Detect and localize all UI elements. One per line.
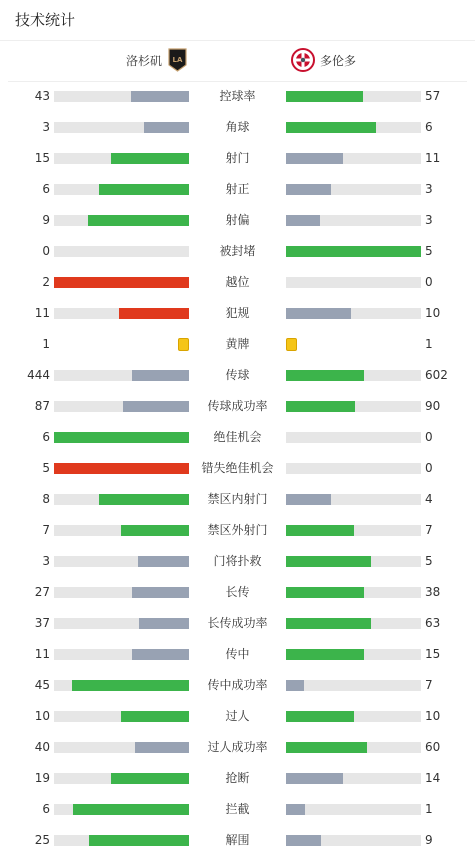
home-stat-bar	[54, 494, 189, 505]
away-stat-bar	[286, 215, 421, 226]
away-stat-bar	[286, 91, 421, 102]
away-stat-bar	[286, 308, 421, 319]
stat-label: 传球成功率	[207, 399, 268, 413]
home-stat-bar	[54, 432, 189, 443]
home-stat-bar-fill	[132, 370, 189, 381]
home-stat-bar	[54, 91, 189, 102]
away-stat-value: 0	[425, 430, 433, 444]
home-stat-value: 444	[27, 368, 50, 382]
stat-label: 长传成功率	[207, 616, 268, 630]
home-stat-value: 6	[42, 430, 50, 444]
away-stat-bar	[286, 525, 421, 536]
away-stat-bar-fill	[286, 742, 367, 753]
away-stat-value: 5	[425, 554, 433, 568]
away-stat-bar-fill	[286, 401, 355, 412]
away-stat-bar	[286, 618, 421, 629]
stats-list	[0, 81, 475, 856]
away-stat-value: 1	[425, 802, 433, 816]
home-stat-bar	[54, 649, 189, 660]
away-stat-value: 38	[425, 585, 441, 599]
home-stat-bar	[54, 153, 189, 164]
away-stat-value: 10	[425, 709, 441, 723]
stat-label: 黄牌	[225, 337, 250, 351]
stat-row	[0, 763, 475, 794]
away-stat-bar	[286, 401, 421, 412]
stat-label: 错失绝佳机会	[201, 461, 274, 475]
away-stat-bar	[286, 370, 421, 381]
away-stat-bar	[286, 432, 421, 443]
away-stat-value: 14	[425, 771, 441, 785]
home-stat-value: 40	[34, 740, 50, 754]
home-team[interactable]	[126, 41, 187, 81]
stat-label: 传球	[225, 368, 250, 382]
stat-label: 解围	[225, 833, 250, 847]
home-stat-bar-fill	[72, 680, 189, 691]
stat-label: 过人	[225, 709, 250, 723]
home-stat-value: 3	[42, 554, 50, 568]
home-stat-bar	[54, 463, 189, 474]
away-stat-value: 9	[425, 833, 433, 847]
stat-row	[0, 453, 475, 484]
stat-label: 门将扑救	[213, 554, 262, 568]
stat-row	[0, 81, 475, 112]
away-stat-value: 7	[425, 678, 433, 692]
away-stat-bar	[286, 680, 421, 691]
away-stat-bar-fill	[286, 680, 304, 691]
away-stat-bar-fill	[286, 308, 351, 319]
away-stat-value: 11	[425, 151, 441, 165]
away-stat-bar-fill	[286, 122, 376, 133]
stat-label: 长传	[225, 585, 250, 599]
stat-label: 射门	[225, 151, 250, 165]
stat-label: 犯规	[225, 306, 250, 320]
lafc-crest-icon	[168, 48, 187, 75]
away-team[interactable]	[291, 41, 356, 81]
home-stat-bar-fill	[123, 401, 189, 412]
home-stat-value: 43	[34, 89, 50, 103]
home-stat-value: 10	[34, 709, 50, 723]
away-stat-value: 602	[425, 368, 448, 382]
home-stat-value: 45	[34, 678, 50, 692]
home-stat-value: 0	[42, 244, 50, 258]
away-stat-bar-fill	[286, 587, 364, 598]
stat-row	[0, 143, 475, 174]
home-stat-bar	[54, 680, 189, 691]
stat-row	[0, 639, 475, 670]
stat-label: 越位	[225, 275, 250, 289]
home-stat-bar-fill	[131, 91, 189, 102]
home-stat-bar	[54, 618, 189, 629]
home-stat-bar	[54, 835, 189, 846]
home-stat-bar-fill	[132, 649, 189, 660]
stat-row	[0, 360, 475, 391]
home-stat-bar-fill	[135, 742, 189, 753]
away-stat-bar	[286, 277, 421, 288]
stat-label: 射偏	[225, 213, 250, 227]
stat-row	[0, 391, 475, 422]
home-stat-bar-fill	[121, 525, 189, 536]
stat-row	[0, 701, 475, 732]
home-stat-bar	[54, 525, 189, 536]
away-stat-bar	[286, 122, 421, 133]
away-stat-bar-fill	[286, 246, 421, 257]
home-stat-bar-fill	[73, 804, 189, 815]
away-stat-bar-fill	[286, 649, 364, 660]
team-header	[0, 41, 475, 81]
home-stat-value: 27	[34, 585, 50, 599]
toronto-fc-crest-icon	[291, 48, 315, 75]
stat-row	[0, 422, 475, 453]
home-stat-bar-fill	[138, 556, 189, 567]
home-stat-bar-fill	[54, 463, 189, 474]
away-stat-bar	[286, 649, 421, 660]
home-stat-value: 3	[42, 120, 50, 134]
away-stat-bar	[286, 804, 421, 815]
home-stat-bar	[54, 401, 189, 412]
home-stat-value: 11	[34, 306, 50, 320]
stat-label: 控球率	[219, 89, 256, 103]
away-stat-bar-fill	[286, 370, 364, 381]
home-stat-bar	[54, 773, 189, 784]
home-stat-value: 8	[42, 492, 50, 506]
stat-label: 被封堵	[219, 244, 256, 258]
home-stat-value: 87	[34, 399, 50, 413]
home-stat-bar-fill	[54, 432, 189, 443]
home-stat-bar-fill	[99, 184, 189, 195]
stat-label: 过人成功率	[207, 740, 268, 754]
home-stat-bar	[54, 711, 189, 722]
away-stat-value: 57	[425, 89, 441, 103]
home-stat-bar-fill	[89, 835, 189, 846]
home-stat-value: 15	[34, 151, 50, 165]
home-stat-bar	[54, 215, 189, 226]
away-stat-value: 5	[425, 244, 433, 258]
home-stat-value: 37	[34, 616, 50, 630]
away-stat-bar-fill	[286, 804, 305, 815]
away-stat-value: 3	[425, 182, 433, 196]
stat-row	[0, 298, 475, 329]
away-stat-bar-fill	[286, 215, 320, 226]
home-stat-value: 11	[34, 647, 50, 661]
away-stat-value: 7	[425, 523, 433, 537]
away-stat-bar-fill	[286, 184, 331, 195]
stat-label: 禁区内射门	[207, 492, 268, 506]
away-stat-bar	[286, 494, 421, 505]
away-stat-bar-fill	[286, 494, 331, 505]
away-stat-value: 90	[425, 399, 441, 413]
away-stat-bar-fill	[286, 153, 343, 164]
home-stat-bar	[54, 122, 189, 133]
stat-row	[0, 205, 475, 236]
stat-row	[0, 794, 475, 825]
stat-row	[0, 329, 475, 360]
stat-row	[0, 825, 475, 856]
stat-label: 抢断	[225, 771, 250, 785]
home-stat-value: 9	[42, 213, 50, 227]
home-stat-value: 7	[42, 523, 50, 537]
home-stat-value: 6	[42, 802, 50, 816]
home-stat-bar-fill	[139, 618, 189, 629]
home-stat-bar-fill	[99, 494, 189, 505]
home-stat-bar-fill	[144, 122, 189, 133]
home-stat-bar	[54, 556, 189, 567]
away-stat-bar-fill	[286, 618, 371, 629]
away-stat-bar-fill	[286, 556, 371, 567]
home-stat-bar-fill	[132, 587, 189, 598]
away-stat-bar	[286, 463, 421, 474]
stat-row	[0, 236, 475, 267]
away-stat-value: 0	[425, 275, 433, 289]
home-stat-bar	[54, 742, 189, 753]
home-stat-bar-fill	[121, 711, 189, 722]
home-stat-value: 25	[34, 833, 50, 847]
home-stat-value: 1	[42, 337, 50, 351]
away-stat-bar-fill	[286, 835, 321, 846]
away-stat-value: 63	[425, 616, 441, 630]
away-stat-value: 4	[425, 492, 433, 506]
home-stat-bar	[54, 804, 189, 815]
yellow-card-icon	[178, 338, 189, 351]
away-stat-value: 3	[425, 213, 433, 227]
away-stat-value: 10	[425, 306, 441, 320]
stat-row	[0, 670, 475, 701]
stat-label: 拦截	[225, 802, 250, 816]
stat-row	[0, 608, 475, 639]
home-stat-value: 6	[42, 182, 50, 196]
home-stat-value: 5	[42, 461, 50, 475]
home-stat-value: 2	[42, 275, 50, 289]
stat-label: 禁区外射门	[207, 523, 268, 537]
home-stat-bar	[54, 184, 189, 195]
away-stat-value: 6	[425, 120, 433, 134]
stat-label: 传中	[225, 647, 250, 661]
away-stat-bar	[286, 184, 421, 195]
away-stat-bar-fill	[286, 91, 363, 102]
stat-row	[0, 174, 475, 205]
stat-row	[0, 577, 475, 608]
home-team-name: 洛杉矶	[125, 54, 162, 68]
home-stat-bar-fill	[119, 308, 189, 319]
away-stat-bar	[286, 835, 421, 846]
away-stat-bar-fill	[286, 773, 343, 784]
home-stat-value: 19	[34, 771, 50, 785]
home-stat-bar-fill	[111, 153, 189, 164]
away-stat-bar	[286, 153, 421, 164]
away-team-name: 多伦多	[320, 54, 357, 68]
away-stat-bar-fill	[286, 711, 354, 722]
stat-row	[0, 267, 475, 298]
away-stat-bar-fill	[286, 525, 354, 536]
home-stat-bar	[54, 587, 189, 598]
away-stat-bar	[286, 556, 421, 567]
home-stat-bar	[54, 370, 189, 381]
stat-row	[0, 112, 475, 143]
yellow-card-icon	[286, 338, 297, 351]
home-stat-bar	[54, 246, 189, 257]
away-stat-bar	[286, 742, 421, 753]
home-stat-bar-fill	[54, 277, 189, 288]
away-stat-value: 1	[425, 337, 433, 351]
stat-row	[0, 484, 475, 515]
home-stat-bar	[54, 308, 189, 319]
stat-label: 射正	[225, 182, 250, 196]
away-stat-value: 0	[425, 461, 433, 475]
away-stat-bar	[286, 773, 421, 784]
home-stat-bar-fill	[88, 215, 189, 226]
svg-text:LA: LA	[172, 55, 183, 64]
away-stat-bar	[286, 711, 421, 722]
away-stat-bar	[286, 587, 421, 598]
stat-label: 传中成功率	[207, 678, 268, 692]
home-stat-bar-fill	[111, 773, 189, 784]
away-stat-value: 60	[425, 740, 441, 754]
away-stat-bar	[286, 246, 421, 257]
page-title: 技术统计	[15, 11, 76, 29]
away-stat-value: 15	[425, 647, 441, 661]
stat-label: 角球	[225, 120, 250, 134]
stat-row	[0, 546, 475, 577]
stat-row	[0, 732, 475, 763]
home-stat-bar	[54, 277, 189, 288]
stat-label: 绝佳机会	[213, 430, 262, 444]
stat-row	[0, 515, 475, 546]
